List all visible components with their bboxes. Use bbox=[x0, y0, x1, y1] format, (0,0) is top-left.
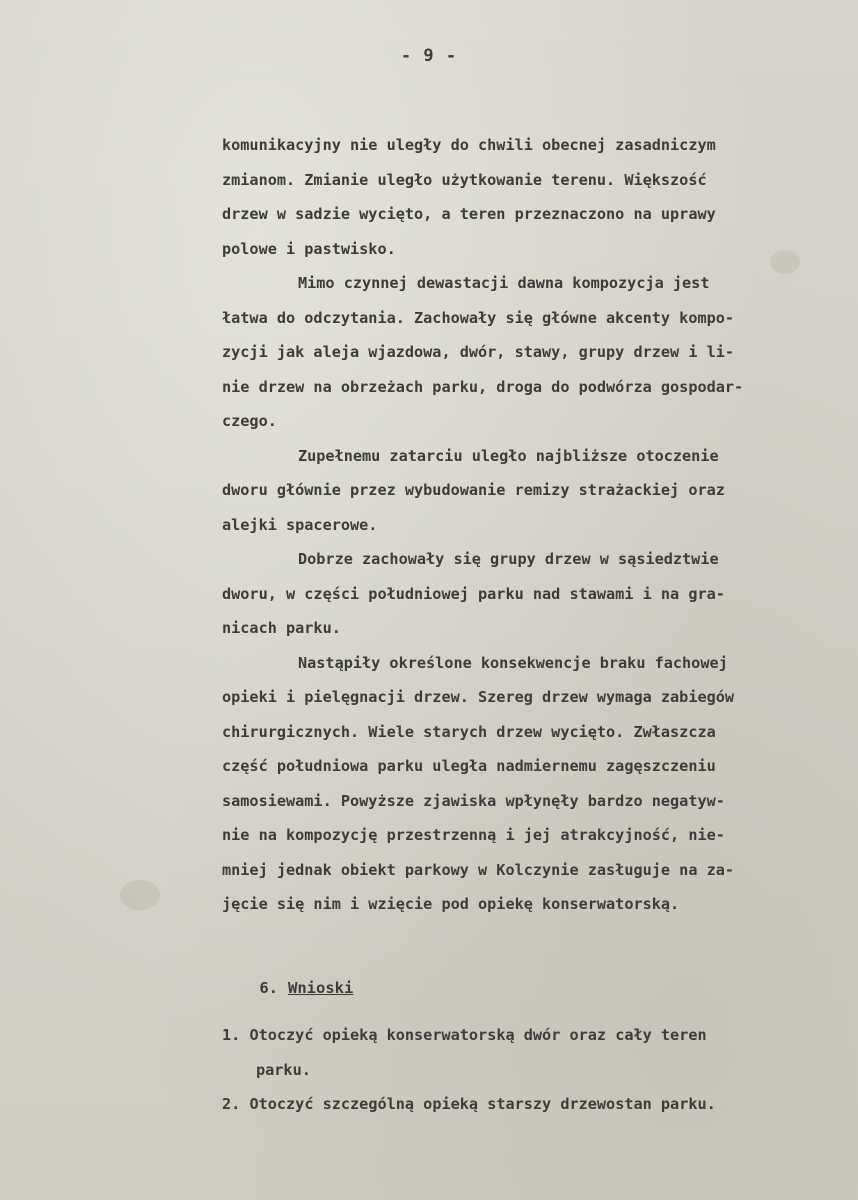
text-line: łatwa do odczytania. Zachowały się główne akcenty kompo- bbox=[222, 308, 735, 327]
text-line: nicach parku. bbox=[222, 619, 341, 637]
text-line: opieki i pielęgnacji drzew. Szereg drzew wymaga zabiegów bbox=[222, 688, 735, 706]
list-item-text: Otoczyć szczególną opieką starszy drzewostan parku. bbox=[249, 1095, 716, 1113]
text-line: Nastąpiły określone konsekwencje braku fachowej bbox=[298, 653, 728, 672]
paragraph bbox=[222, 266, 822, 439]
text-line: polowe i pastwisko. bbox=[222, 239, 396, 258]
text-line: mniej jednak obiekt parkowy w Kolczynie zasługuje na za- bbox=[222, 860, 735, 879]
text-line: samosiewami. Powyższe zjawiska wpłynęły bardzo negatyw- bbox=[222, 791, 725, 810]
text-line: jęcie się nim i wzięcie pod opiekę konserwatorską. bbox=[222, 895, 680, 913]
page-number: - 9 - bbox=[400, 46, 458, 66]
text-line: komunikacyjny nie uległy do chwili obecnej zasadniczym bbox=[222, 136, 716, 154]
text-line: Zupełnemu zatarciu uległo najbliższe otoczenie bbox=[298, 446, 719, 465]
paragraph bbox=[222, 439, 822, 543]
text-line: nie drzew na obrzeżach parku, droga do podwórza gospodar- bbox=[222, 377, 744, 396]
list-item-text: Otoczyć opieką konserwatorską dwór oraz cały teren bbox=[249, 1026, 707, 1044]
text-line: drzew w sadzie wycięto, a teren przeznaczono na uprawy bbox=[222, 205, 716, 223]
text-line: dworu głównie przez wybudowanie remizy strażackiej oraz bbox=[222, 481, 725, 499]
conclusions-list bbox=[222, 1018, 832, 1122]
text-line: dworu, w części południowej parku nad stawami i na gra- bbox=[222, 584, 725, 603]
text-line: chirurgicznych. Wiele starych drzew wycięto. Zwłaszcza bbox=[222, 722, 716, 741]
list-item-line bbox=[222, 1087, 832, 1122]
text-line: zycji jak aleja wjazdowa, dwór, stawy, grupy drzew i li- bbox=[222, 343, 735, 361]
paragraph bbox=[222, 542, 822, 646]
section-heading bbox=[222, 961, 353, 1015]
list-item-number: 1. bbox=[222, 1026, 241, 1044]
paper-stain bbox=[120, 880, 160, 910]
list-item-continuation: parku. bbox=[256, 1060, 311, 1079]
text-line: zmianom. Zmianie uległo użytkowanie terenu. Większość bbox=[222, 170, 707, 189]
paragraph bbox=[222, 646, 822, 922]
list-item bbox=[222, 1087, 832, 1122]
list-item-number: 2. bbox=[222, 1095, 241, 1113]
section-number: 6. bbox=[259, 979, 278, 997]
list-item bbox=[222, 1018, 832, 1087]
text-line: alejki spacerowe. bbox=[222, 515, 378, 534]
text-line: czego. bbox=[222, 412, 277, 430]
text-line: Dobrze zachowały się grupy drzew w sąsiedztwie bbox=[298, 550, 719, 568]
text-line: nie na kompozycję przestrzenną i jej atrakcyjność, nie- bbox=[222, 826, 725, 844]
list-item-line bbox=[222, 1018, 832, 1053]
text-line: część południowa parku uległa nadmiernemu zagęszczeniu bbox=[222, 757, 716, 775]
text-line: Mimo czynnej dewastacji dawna kompozycja jest bbox=[298, 274, 710, 292]
section-title: Wnioski bbox=[288, 979, 354, 997]
paragraph bbox=[222, 128, 822, 266]
body-text bbox=[222, 128, 822, 922]
